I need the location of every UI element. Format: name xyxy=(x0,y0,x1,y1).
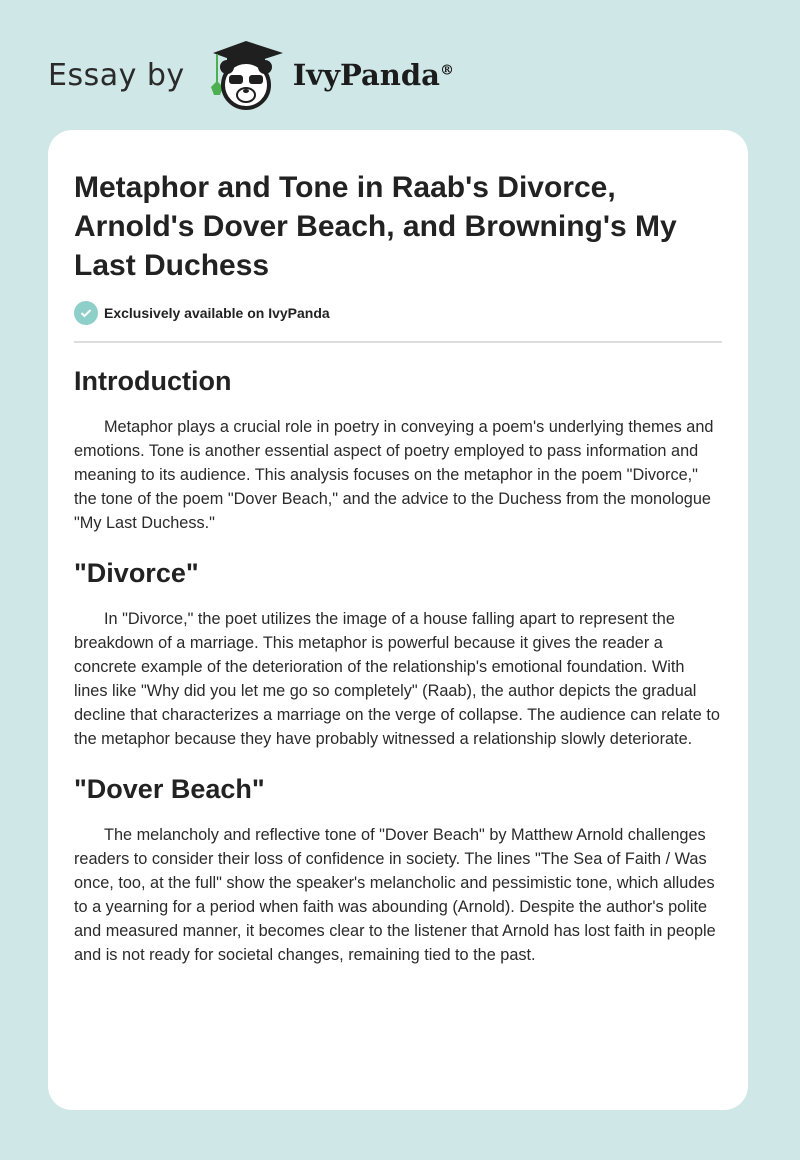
brand-text: IvyPanda xyxy=(292,58,440,92)
essay-card xyxy=(48,130,748,1110)
check-icon xyxy=(74,301,98,325)
section-paragraph: In "Divorce," the poet utilizes the image of a house falling apart to represent the breakdown of a marriage. This metaphor is powerful because it gives the reader a concrete example of the deterioration of the relationship's emotional foundation. With lines like "Why did you let me go so completely" (Raab), the author depicts the gradual decline that characterizes a marriage on the verge of collapse. The audience can relate to the metaphor because they have probably witnessed a relationship slowly deteriorate. xyxy=(74,610,720,748)
section-paragraph: Metaphor plays a crucial role in poetry in conveying a poem's underlying themes and emotions. Tone is another essential aspect of poetry employed to pass information and meaning to its audience. This analysis focuses on the metaphor in the poem "Divorce," the tone of the poem "Dover Beach," and the advice to the Duchess from the monologue "My Last Duchess." xyxy=(74,418,714,532)
registered-mark: ® xyxy=(439,62,454,79)
divider xyxy=(74,341,722,343)
section-heading: "Dover Beach" xyxy=(74,774,265,804)
section-paragraph: The melancholy and reflective tone of "Dover Beach" by Matthew Arnold challenges readers to consider their loss of confidence in society. The lines "The Sea of Faith / Was once, too, at the full" show the speaker's melancholic and pessimistic tone, which alludes to a yearning for a period when faith was abounding (Arnold). Despite the author's polite and measured manner, it becomes clear to the listener that Arnold has lost faith in people and is not ready for societal changes, remaining tied to the past. xyxy=(74,826,716,964)
essay-title: Metaphor and Tone in Raab's Divorce, Arnold's Dover Beach, and Browning's My Last Duchess xyxy=(74,171,677,282)
site-header xyxy=(48,40,454,110)
brand-name[interactable] xyxy=(293,58,454,92)
section-heading: "Divorce" xyxy=(74,558,199,588)
badge-text: Exclusively available on IvyPanda xyxy=(104,305,330,321)
exclusive-badge xyxy=(74,301,722,325)
panda-logo-icon[interactable] xyxy=(203,39,289,111)
essay-by-label: Essay by xyxy=(48,57,185,93)
section-heading: Introduction xyxy=(74,366,232,396)
